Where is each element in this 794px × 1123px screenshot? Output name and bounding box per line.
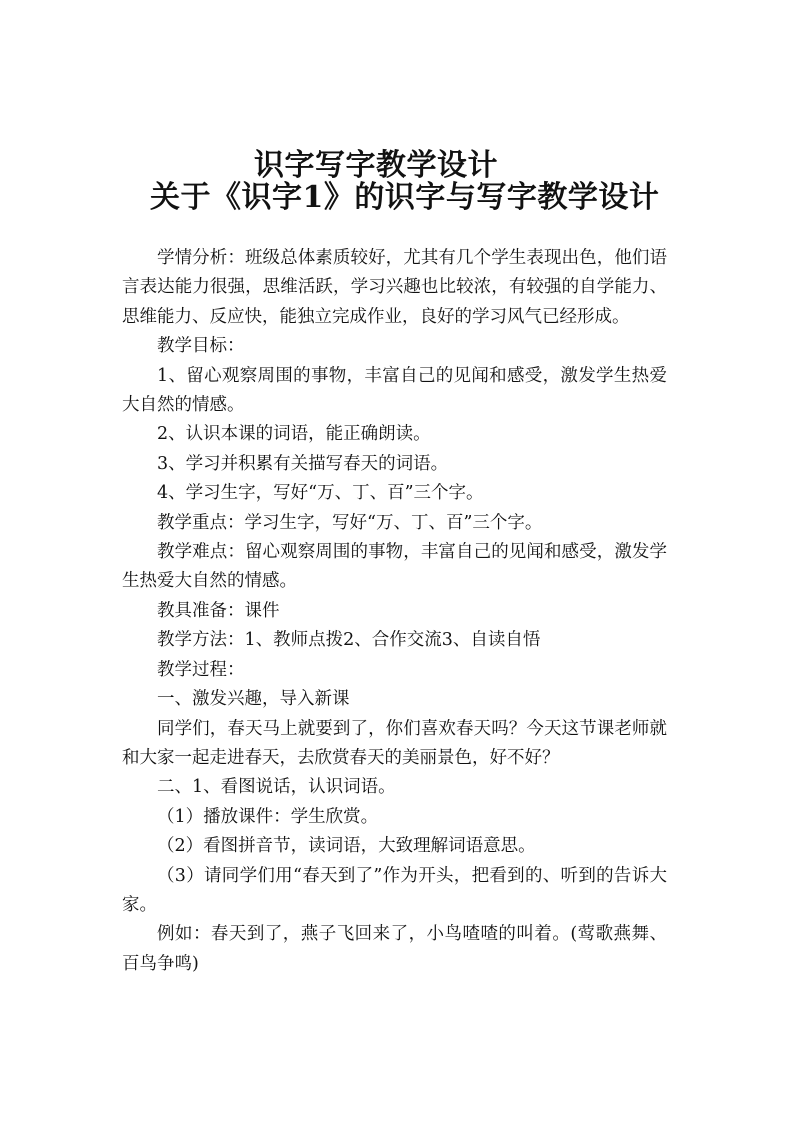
paragraph-step-3: （3）请同学们用“春天到了”作为开头，把看到的、听到的告诉大家。 <box>122 865 667 915</box>
paragraph-step-2: （2）看图拼音节，读词语，大致理解词语意思。 <box>157 836 536 857</box>
paragraph-student-analysis: 学情分析：班级总体素质较好，尤其有几个学生表现出色，他们语言表达能力很强，思维活跃，学习兴趣也比较浓，有较强的自学能力、思维能力、反应快，能独立完成作业，良好的学习风气已经形成。 <box>122 248 667 327</box>
paragraph-example: 例如：春天到了，燕子飞回来了，小鸟喳喳的叫着。(莺歌燕舞、百鸟争鸣) <box>122 924 667 974</box>
paragraph-teaching-methods: 教学方法：1、教师点拨2、合作交流3、自读自悟 <box>157 630 541 651</box>
paragraph-goal-4: 4、学习生字，写好“万、丁、百”三个字。 <box>157 483 484 504</box>
paragraph-process-heading: 教学过程： <box>157 659 245 680</box>
paragraph-key-points: 教学重点：学习生字，写好“万、丁、百”三个字。 <box>157 512 543 533</box>
document-title: 识字写字教学设计 <box>254 148 498 183</box>
paragraph-step-1: （1）播放课件：学生欣赏。 <box>157 806 379 827</box>
document-body <box>122 244 667 979</box>
paragraph-goal-3: 3、学习并积累有关描写春天的词语。 <box>157 453 449 474</box>
paragraph-teaching-goals-heading: 教学目标： <box>157 336 245 357</box>
paragraph-section-2: 二、1、看图说话，认识词语。 <box>157 777 396 798</box>
paragraph-teaching-aids: 教具准备：课件 <box>157 600 280 621</box>
paragraph-goal-1: 1、留心观察周围的事物，丰富自己的见闻和感受，激发学生热爱大自然的情感。 <box>122 365 667 416</box>
paragraph-section-1: 一、激发兴趣，导入新课 <box>157 689 350 710</box>
paragraph-goal-2: 2、认识本课的词语，能正确朗读。 <box>157 424 431 445</box>
paragraph-difficulties: 教学难点：留心观察周围的事物，丰富自己的见闻和感受，激发学生热爱大自然的情感。 <box>122 542 667 592</box>
paragraph-intro-speech: 同学们，春天马上就要到了，你们喜欢春天吗？今天这节课老师就和大家一起走进春天，去欣赏春天的美丽景色，好不好？ <box>122 718 667 768</box>
document-subtitle: 关于《识字1》的识字与写字教学设计 <box>150 180 660 215</box>
